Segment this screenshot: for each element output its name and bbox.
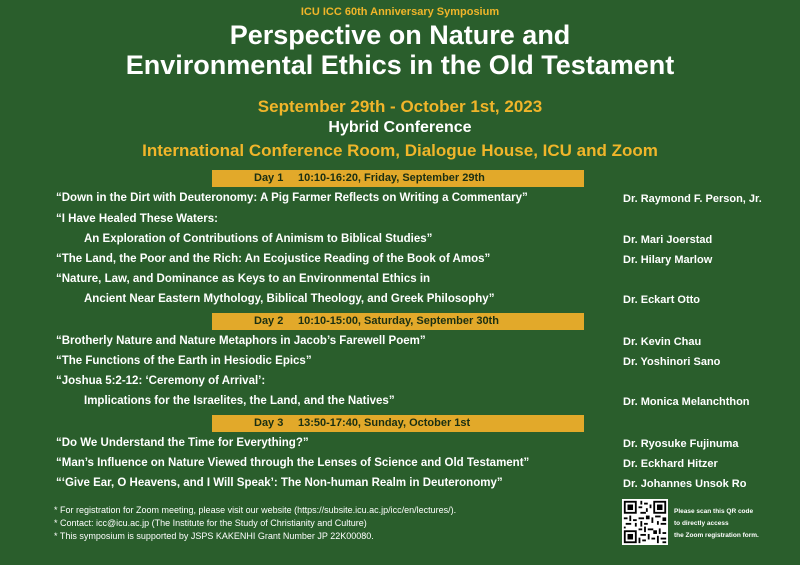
speaker-name: Dr. Ryosuke Fujinuma <box>623 438 739 450</box>
day-time: 13:50-17:40, Sunday, October 1st <box>298 417 471 429</box>
symposium-subtitle: ICU ICC 60th Anniversary Symposium <box>300 6 500 18</box>
day-2-bar <box>212 313 584 330</box>
speaker-name: Dr. Eckart Otto <box>623 294 701 306</box>
speaker-name: Dr. Raymond F. Person, Jr. <box>623 193 762 205</box>
qr-caption-line: to directly access <box>674 520 729 527</box>
qr-caption-line: Please scan this QR code <box>674 508 754 515</box>
speaker-name: Dr. Johannes Unsok Ro <box>623 478 747 490</box>
event-format: Hybrid Conference <box>328 119 472 136</box>
speaker-name: Dr. Hilary Marlow <box>623 254 713 266</box>
day-label: Day 1 <box>254 172 284 184</box>
talk-title: “Man’s Influence on Nature Viewed through the Lenses of Science and Old Testament” <box>56 457 530 469</box>
day-label: Day 3 <box>254 417 284 429</box>
title-line-2: Environmental Ethics in the Old Testament <box>125 50 675 80</box>
day-1-bar <box>212 170 584 187</box>
talk-title-continued: An Exploration of Contributions of Animism to Biblical Studies” <box>84 233 433 245</box>
talk-title: “I Have Healed These Waters: <box>56 213 218 225</box>
day-3-bar <box>212 415 584 432</box>
event-dates: September 29th - October 1st, 2023 <box>257 97 543 116</box>
talk-title: “Do We Understand the Time for Everything?” <box>56 437 309 449</box>
talk-title: “The Land, the Poor and the Rich: An Ecojustice Reading of the Book of Amos” <box>56 253 491 265</box>
footnote-funding: * This symposium is supported by JSPS KAKENHI Grant Number JP 22K00080. <box>54 531 374 541</box>
qr-caption-line: the Zoom registration form. <box>674 532 759 539</box>
talk-title: “Joshua 5:2-12: ‘Ceremony of Arrival’: <box>56 375 266 387</box>
speaker-name: Dr. Kevin Chau <box>623 336 702 348</box>
qr-code[interactable] <box>622 499 668 545</box>
speaker-name: Dr. Yoshinori Sano <box>623 356 721 368</box>
qr-code-icon <box>622 499 668 545</box>
talk-title: “Nature, Law, and Dominance as Keys to an Environmental Ethics in <box>56 273 431 285</box>
poster-title <box>0 20 800 80</box>
speaker-name: Dr. Eckhard Hitzer <box>623 458 718 470</box>
day-time: 10:10-16:20, Friday, September 29th <box>298 172 485 184</box>
footnote-zoom-registration: * For registration for Zoom meeting, please visit our website (https://subsite.icu.ac.jp/icc/en/lectures/). <box>54 505 457 515</box>
talk-title-continued: Ancient Near Eastern Mythology, Biblical Theology, and Greek Philosophy” <box>84 293 495 305</box>
day-label: Day 2 <box>254 315 284 327</box>
talk-title: “‘Give Ear, O Heavens, and I Will Speak’: The Non-human Realm in Deuteronomy” <box>56 477 503 489</box>
event-venue: International Conference Room, Dialogue House, ICU and Zoom <box>142 141 658 160</box>
speaker-name: Dr. Monica Melanchthon <box>623 396 750 408</box>
talk-title: “Down in the Dirt with Deuteronomy: A Pig Farmer Reflects on Writing a Commentary” <box>56 192 528 204</box>
talk-title: “The Functions of the Earth in Hesiodic Epics” <box>56 355 312 367</box>
footnote-contact: * Contact: icc@icu.ac.jp (The Institute for the Study of Christianity and Culture) <box>54 518 367 528</box>
speaker-name: Dr. Mari Joerstad <box>623 234 713 246</box>
talk-title: “Brotherly Nature and Nature Metaphors in Jacob’s Farewell Poem” <box>56 335 426 347</box>
talk-title-continued: Implications for the Israelites, the Land, and the Natives” <box>84 395 395 407</box>
title-line-1: Perspective on Nature and <box>229 20 571 50</box>
day-time: 10:10-15:00, Saturday, September 30th <box>298 315 499 327</box>
